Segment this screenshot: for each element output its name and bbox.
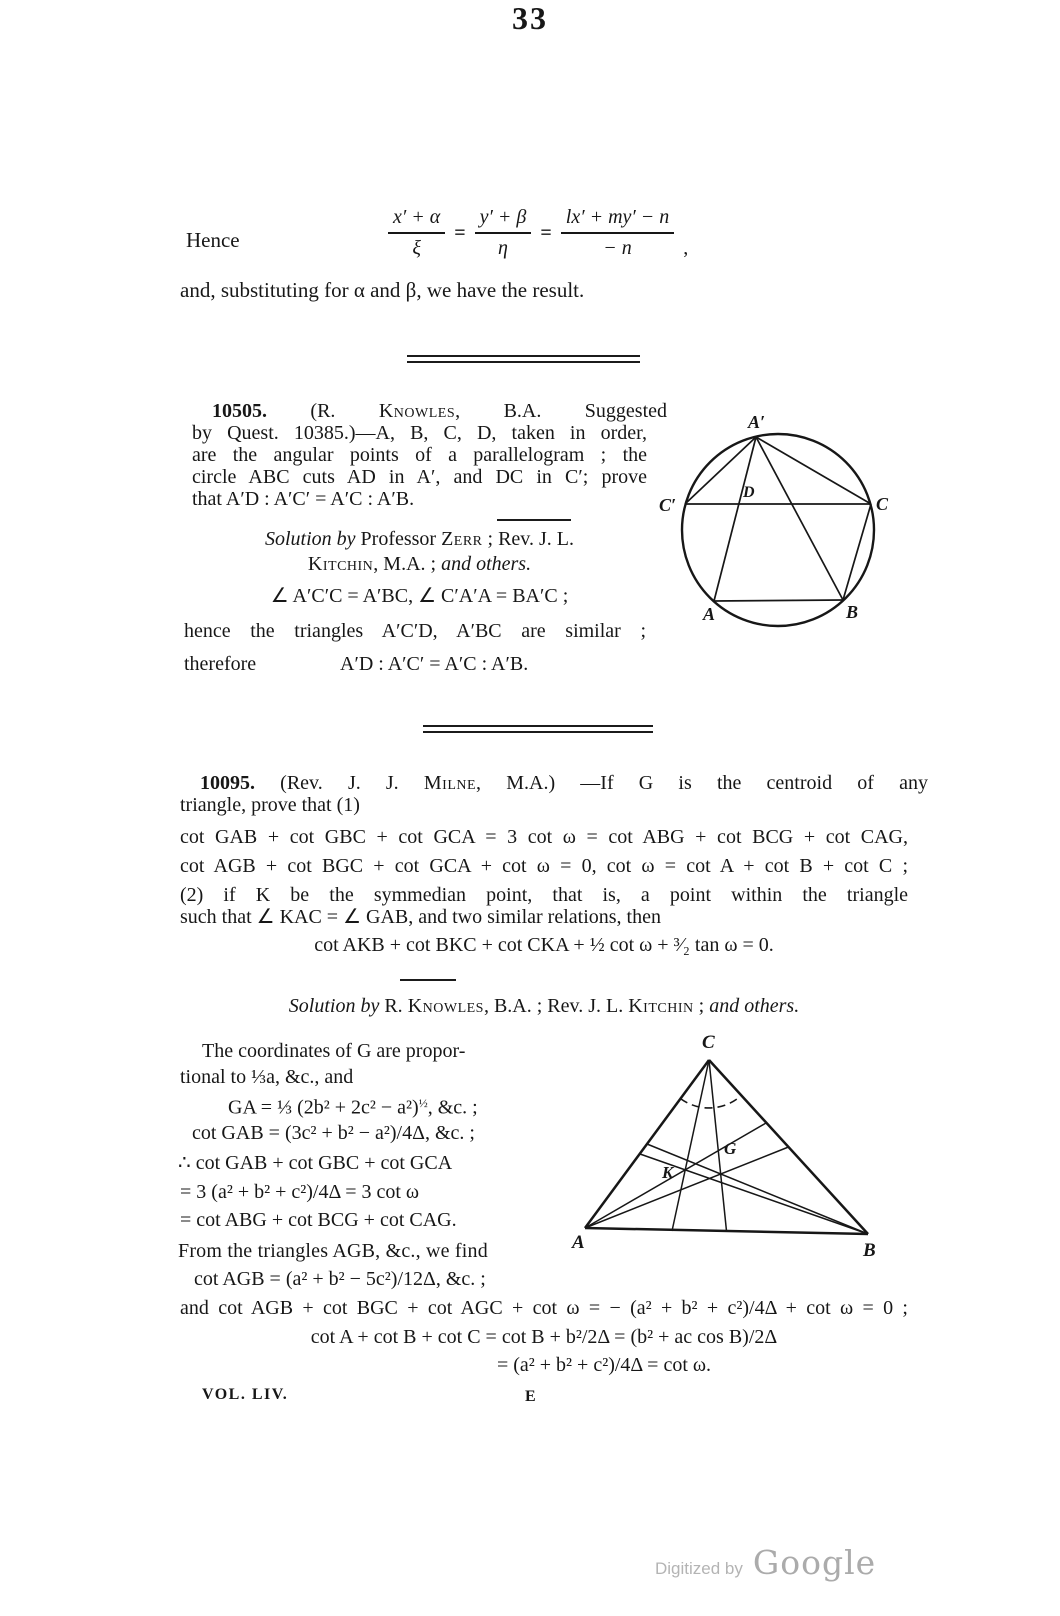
intro-closing-line: and, substituting for α and β, we have the result. (180, 278, 585, 302)
digitized-by-label: Digitized by (655, 1559, 743, 1578)
fraction-3-denominator: − n (561, 232, 675, 260)
q10095-work-line: ∴ cot GAB + cot GBC + cot GCA (178, 1152, 453, 1174)
triangle-label-a: A (572, 1232, 585, 1253)
triangle-label-c: C (702, 1032, 715, 1053)
q10505-therefore-label: therefore (184, 653, 257, 675)
circle-label-a: A (703, 604, 716, 624)
circle-label-c-prime: C′ (659, 495, 677, 515)
q10095-statement-line: triangle, prove that (1) (180, 794, 360, 816)
double-rule-divider (407, 355, 640, 363)
fraction-1 (388, 206, 445, 260)
circle-outline (682, 434, 874, 626)
triangle-label-k: K (662, 1163, 674, 1182)
angle-arc-dashed (681, 1095, 742, 1108)
triangle-figure (560, 1030, 900, 1262)
q10095-equation: cot GAB + cot GBC + cot GCA = 3 cot ω = cot ABG + cot BCG + cot CAG, (180, 826, 908, 848)
circle-label-d: D (743, 484, 755, 501)
q10095-work-line: = 3 (a² + b² + c²)/4Δ = 3 cot ω (180, 1181, 420, 1203)
circle-label-b: B (846, 602, 859, 622)
intro-equation (388, 206, 688, 260)
q10095-work-line: = (a² + b² + c²)/4Δ = cot ω. (496, 1354, 712, 1376)
q10505-solution-byline: Solution by Professor Zerr ; Rev. J. L. (264, 528, 575, 550)
hence-label: Hence (186, 228, 240, 252)
q10505-statement-line: circle ABC cuts AD in A′, and DC in C′; prove (192, 466, 647, 488)
triangle-label-g: G (724, 1139, 737, 1158)
q10505-statement-line: are the angular points of a parallelogram ; the (192, 444, 647, 466)
q10095-equation: cot AGB + cot BGC + cot GCA + cot ω = 0, cot ω = cot A + cot B + cot C ; (180, 855, 908, 877)
fraction-1-numerator: x′ + α (393, 206, 441, 228)
triangle-label-b: B (863, 1240, 876, 1261)
equals-sign: = (540, 221, 552, 244)
signature-mark: E (525, 1388, 536, 1405)
q10095-work-line: The coordinates of G are propor- (202, 1040, 466, 1062)
fraction-1-denominator: ξ (388, 232, 445, 260)
q10095-work-line: tional to ⅓a, &c., and (180, 1066, 354, 1088)
q10505-statement-line: that A′D : A′C′ = A′C : A′B. (192, 488, 415, 510)
fraction-3-numerator: lx′ + my′ − n (565, 206, 670, 228)
fraction-3 (561, 206, 675, 260)
fraction-2-numerator: y′ + β (479, 206, 527, 228)
q10095-work-line: cot GAB = (3c² + b² − a²)/4Δ, &c. ; (192, 1122, 475, 1144)
q10095-work-line: From the triangles AGB, &c., we find (178, 1240, 488, 1262)
q10095-work-line: GA = ⅓ $(2b^2 + 2c^2 - a^2)^{\frac{1}{2}}$, &c. ; (228, 1096, 478, 1119)
q10505-conclusion-equation: A′D : A′C′ = A′C : A′B. (340, 653, 529, 675)
q10095-statement-line: such that ∠ KAC = ∠ GAB, and two similar relations, then (180, 906, 661, 928)
q10095-solution-byline: Solution by R. Knowles, B.A. ; Rev. J. L. Kitchin ; and others. (288, 995, 800, 1017)
figure-chords (685, 437, 871, 601)
short-rule-divider (497, 519, 571, 521)
fraction-2-denominator: η (475, 232, 532, 260)
q10505-statement-line: 10505. (R. Knowles, B.A. Suggested (212, 400, 667, 422)
circle-label-c: C (876, 494, 889, 514)
circle-label-a-prime: A′ (748, 412, 766, 432)
q10505-solution-byline: Kitchin, M.A. ; and others. (307, 553, 532, 575)
q10505-equation: hence the triangles A′C′D, A′BC are similar ; (184, 620, 646, 642)
google-logo: Google (752, 1543, 877, 1582)
q10095-work-line: cot AGB = (a² + b² − 5c²)/12Δ, &c. ; (194, 1268, 486, 1290)
q10095-work-line: cot A + cot B + cot C = cot B + b²/2Δ = (b² + ac cos B)/2Δ (310, 1326, 778, 1348)
q10095-equation: cot AKB + cot BKC + cot CKA + ½ cot ω + ³⁄₂ tan ω = 0. (314, 934, 774, 956)
q10095-statement-line: (2) if K be the symmedian point, that is, a point within the triangle (180, 884, 908, 906)
q10505-equation: ∠ A′C′C = A′BC, ∠ C′A′A = BA′C ; (270, 585, 569, 607)
double-rule-divider (423, 725, 653, 733)
google-watermark (655, 1543, 876, 1582)
equals-sign: = (454, 221, 466, 244)
page-number: 33 (512, 0, 548, 36)
volume-label: VOL. LIV. (202, 1386, 289, 1403)
trailing-comma: , (683, 237, 689, 259)
q10095-work-line: = cot ABG + cot BCG + cot CAG. (180, 1209, 457, 1231)
short-rule-divider (400, 979, 456, 981)
q10095-work-line: and cot AGB + cot BGC + cot AGC + cot ω = − (a² + b² + c²)/4Δ + cot ω = 0 ; (180, 1297, 908, 1319)
q10095-statement-line: 10095. (Rev. J. J. Milne, M.A.) —If G is the centroid of any (200, 772, 928, 794)
q10505-statement-line: by Quest. 10385.)—A, B, C, D, taken in order, (192, 422, 647, 444)
fraction-2 (475, 206, 532, 260)
circle-figure (655, 408, 895, 643)
